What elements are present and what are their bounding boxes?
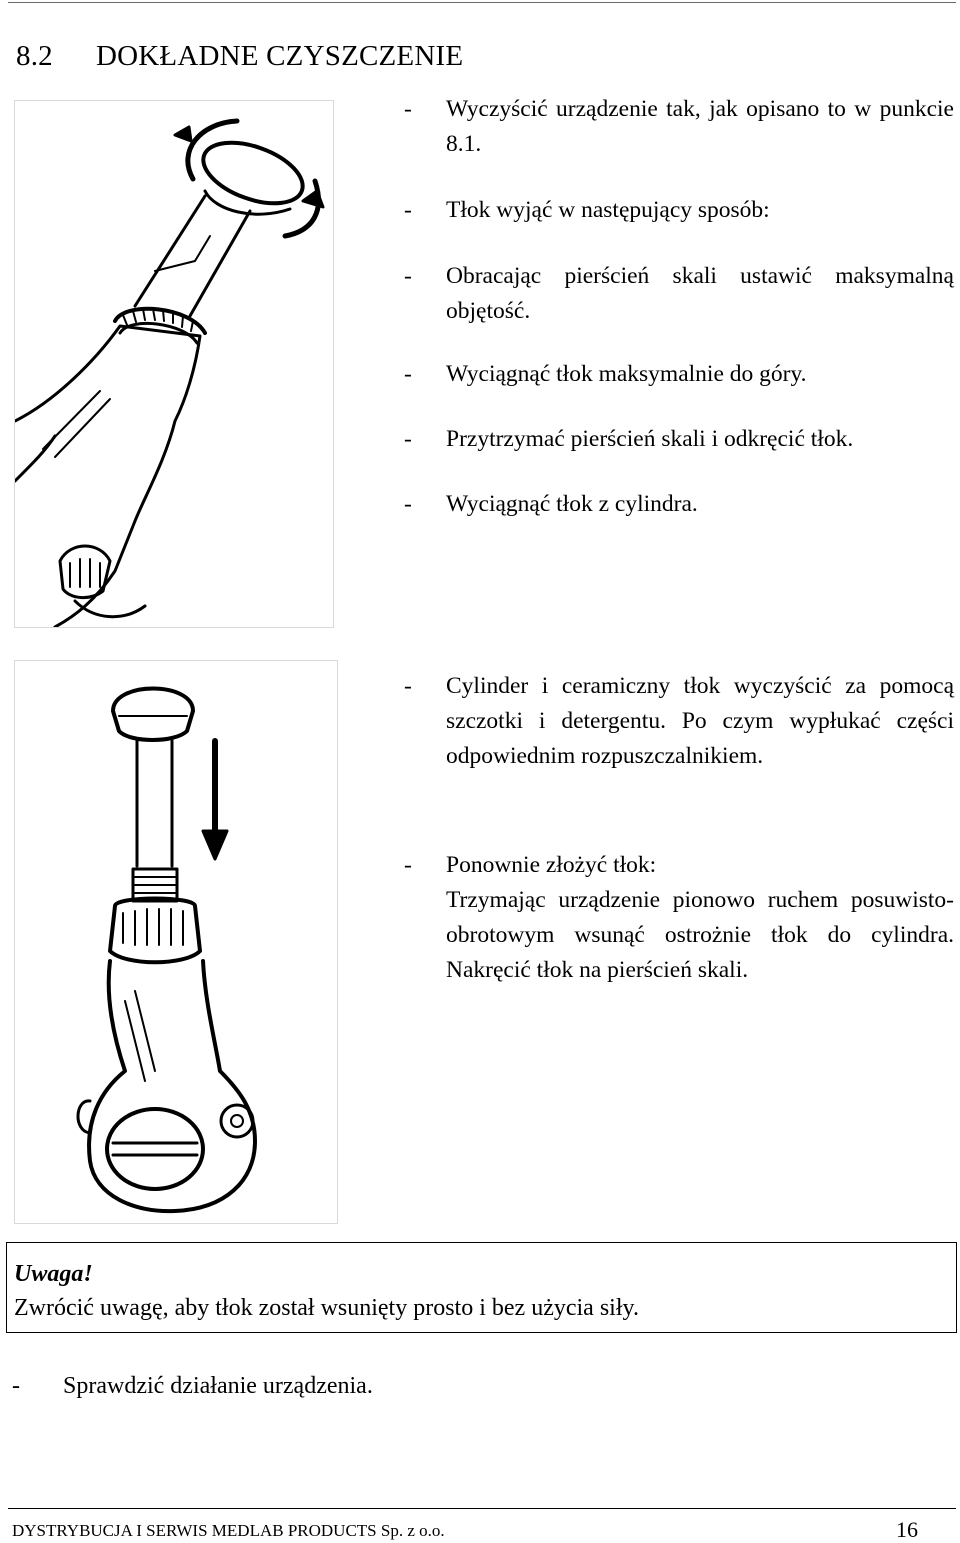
step-text: Wyczyścić urządzenie tak, jak opisano to w punkcie 8.1. [446,96,954,157]
step-4 [404,357,954,392]
step-text: Trzymając urządzenie pionowo ruchem posuwisto-obrotowym wsunąć ostrożnie tłok do cylindra. Nakręcić tłok na pierścień skali. [446,887,954,983]
step-text: Wyciągnąć tłok maksymalnie do góry. [446,361,807,387]
footer-rule [8,1508,956,1509]
step-dash: - [404,361,412,387]
step-5 [404,422,954,457]
step-subheading: Ponownie złożyć tłok: [446,852,657,878]
warning-title: Uwaga! [14,1261,93,1287]
step-dash: - [404,852,412,878]
step-2 [404,193,954,228]
warning-text: Zwrócić uwagę, aby tłok został wsunięty prosto i bez użycia siły. [14,1295,639,1321]
step-dash: - [404,491,412,517]
step-text: Przytrzymać pierścień skali i odkręcić tłok. [446,426,854,452]
final-step [12,1373,373,1400]
step-text: Obracając pierścień skali ustawić maksymalną objętość. [446,263,954,324]
page-number: 16 [896,1517,918,1542]
final-step-text: Sprawdzić działanie urządzenia. [63,1373,373,1399]
step-text: Wyciągnąć tłok z cylindra. [446,491,698,517]
step-text: Cylinder i ceramiczny tłok wyczyścić za pomocą szczotki i detergentu. Po czym wypłukać części odpowiednim rozpuszczalnikiem. [446,673,954,769]
step-8 [404,848,954,988]
step-dash: - [404,263,412,289]
piston-insertion-drawing [15,661,337,1223]
warning-box [6,1242,957,1333]
step-dash: - [404,197,412,223]
section-heading [16,40,463,73]
illustration-piston-insertion [14,660,338,1224]
step-text: Tłok wyjąć w następujący sposób: [446,197,770,223]
illustration-piston-removal [14,100,334,628]
step-dash: - [404,426,412,452]
top-rule [8,2,956,3]
step-text-block [446,848,954,988]
step-dash: - [404,673,412,699]
footer-company: DYSTRYBUCJA I SERWIS MEDLAB PRODUCTS Sp. z o.o. [12,1521,445,1540]
section-title: DOKŁADNE CZYSZCZENIE [96,40,464,72]
section-number: 8.2 [16,40,53,72]
step-dash: - [404,96,412,122]
step-1 [404,92,954,162]
step-7 [404,669,954,774]
piston-removal-drawing [15,101,333,627]
step-dash: - [12,1373,20,1399]
step-6 [404,487,954,522]
step-3 [404,259,954,329]
